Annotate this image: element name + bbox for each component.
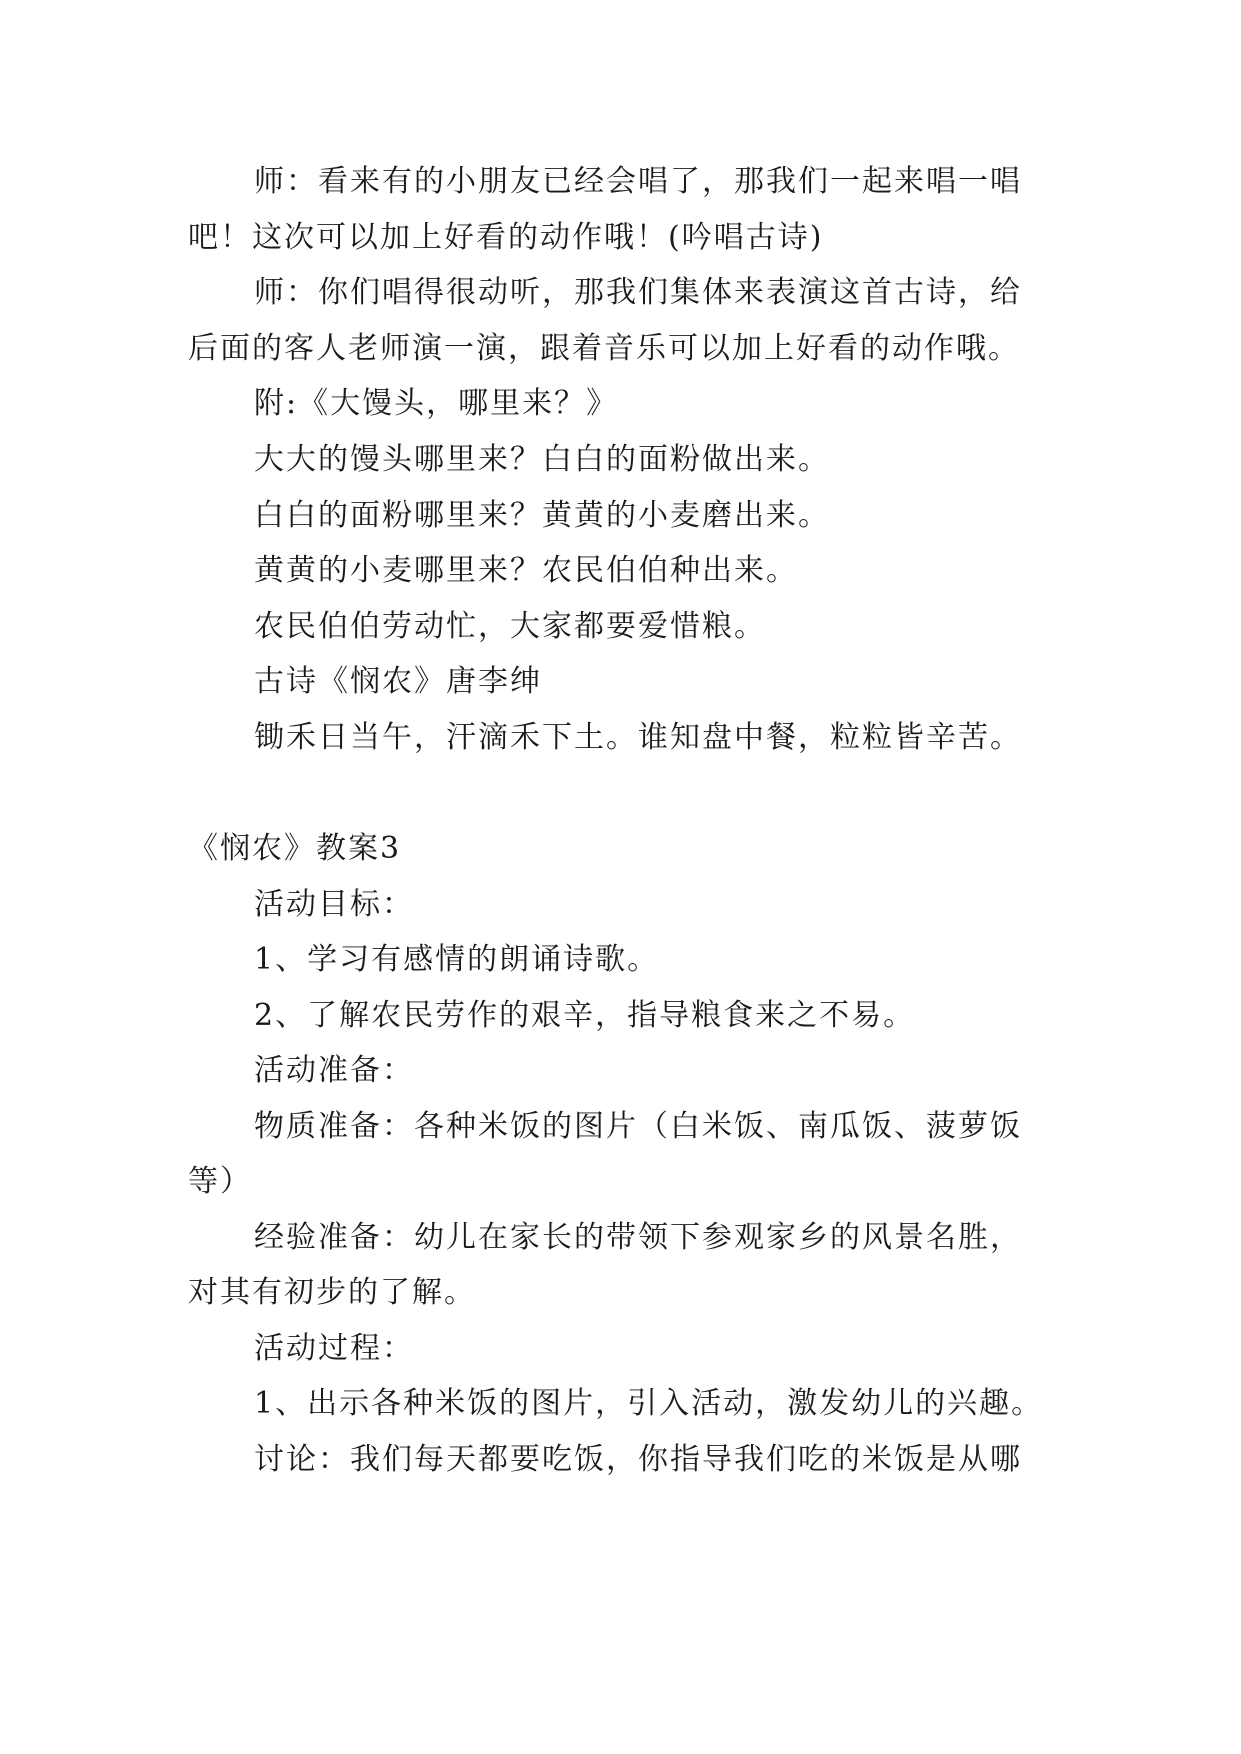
text-line: 活动目标：	[254, 887, 414, 922]
text-line: 对其有初步的了解。	[188, 1275, 476, 1310]
text-line: 师：看来有的小朋友已经会唱了，那我们一起来唱一唱	[254, 164, 1022, 199]
text-line: 1、出示各种米饭的图片，引入活动，激发幼儿的兴趣。	[254, 1386, 1044, 1421]
text-line: 活动过程：	[254, 1331, 414, 1366]
text-line: 1、学习有感情的朗诵诗歌。	[254, 942, 660, 977]
section-heading: 《悯农》教案3	[188, 831, 402, 866]
text-line: 吧！这次可以加上好看的动作哦！(吟唱古诗)	[188, 220, 824, 255]
text-line: 讨论：我们每天都要吃饭，你指导我们吃的米饭是从哪	[254, 1442, 1022, 1477]
text-line: 白白的面粉哪里来？黄黄的小麦磨出来。	[254, 498, 830, 533]
text-line: 锄禾日当午，汗滴禾下土。谁知盘中餐，粒粒皆辛苦。	[254, 720, 1022, 755]
text-line: 附:《大馒头，哪里来？》	[254, 386, 619, 421]
text-line: 古诗《悯农》唐李绅	[254, 664, 542, 699]
text-line: 师：你们唱得很动听，那我们集体来表演这首古诗，给	[254, 275, 1022, 310]
text-line: 活动准备：	[254, 1053, 414, 1088]
text-line: 大大的馒头哪里来？白白的面粉做出来。	[254, 442, 830, 477]
text-line: 后面的客人老师演一演，跟着音乐可以加上好看的动作哦。	[188, 331, 1020, 366]
text-line: 等）	[188, 1164, 252, 1199]
text-line: 农民伯伯劳动忙，大家都要爱惜粮。	[254, 609, 766, 644]
text-line: 2、了解农民劳作的艰辛，指导粮食来之不易。	[254, 998, 916, 1033]
text-line: 经验准备：幼儿在家长的带领下参观家乡的风景名胜，	[254, 1220, 1022, 1255]
text-line: 黄黄的小麦哪里来？农民伯伯种出来。	[254, 553, 798, 588]
text-line: 物质准备：各种米饭的图片（白米饭、南瓜饭、菠萝饭	[254, 1109, 1022, 1144]
